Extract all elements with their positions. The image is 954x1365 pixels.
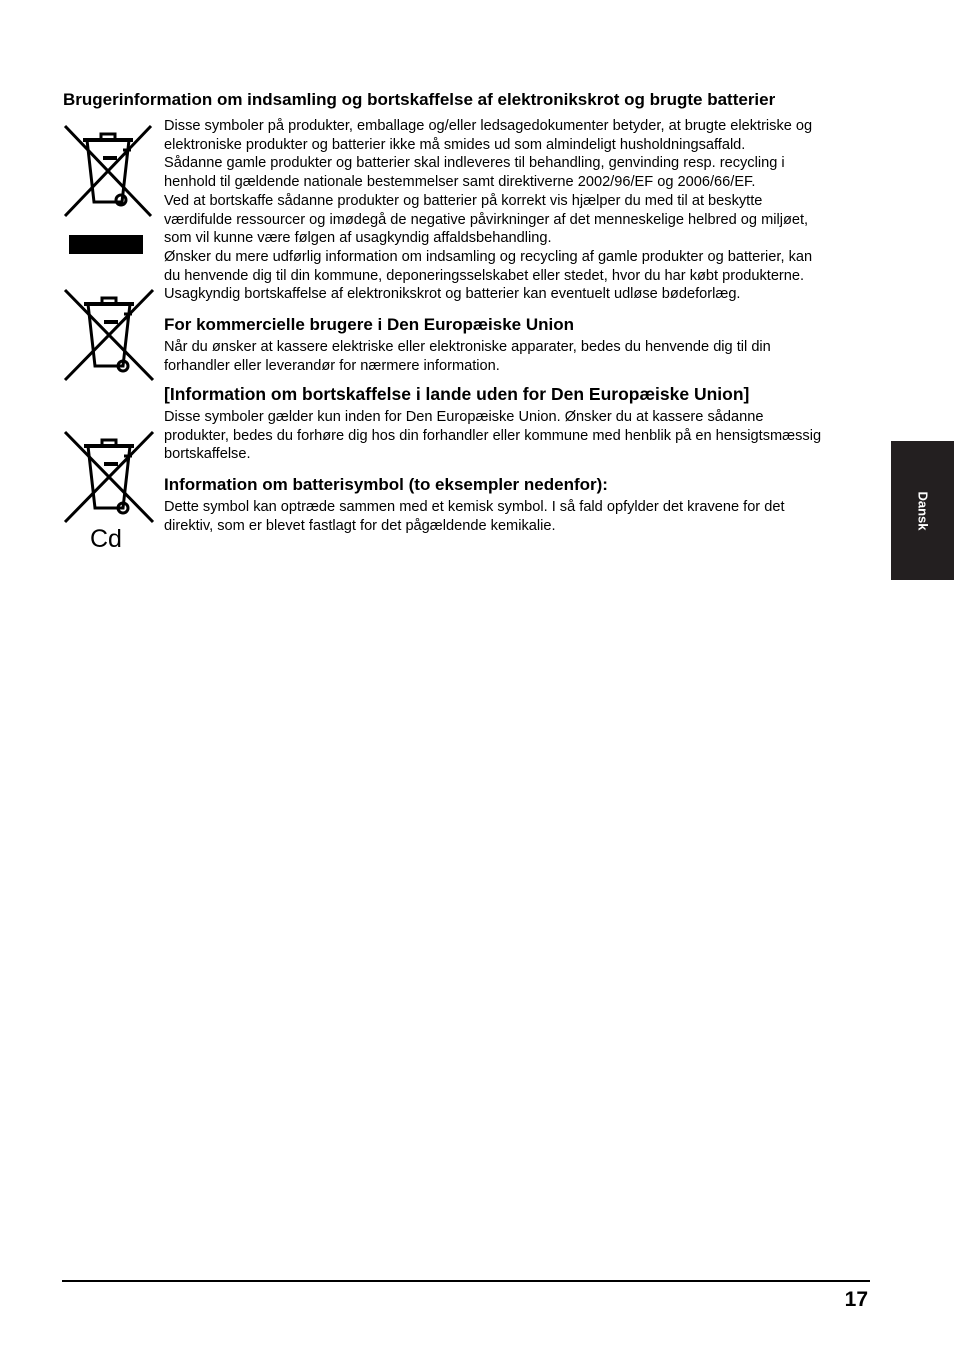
text-line: Disse symboler på produkter, emballage og/eller ledsagedokumenter betyder, at brugte elektriske og [164, 118, 813, 134]
text-line: forhandler eller leverandør for nærmere information. [164, 357, 500, 374]
outside-eu-heading: [Information om bortskaffelse i lande uden for Den Europæiske Union] [164, 384, 750, 404]
page-title: Brugerinformation om indsamling og bortskaffelse af elektronikskrot og brugte batterier [63, 90, 776, 109]
text-line: Ønsker du mere udførlig information om indsamling og recycling af gamle produkter og batterier, kan [164, 248, 813, 265]
text-line: produkter, bedes du forhøre dig hos din forhandler eller kommune med henblik på en hensigtsmæssig [164, 427, 822, 444]
text-line: du henvende dig til din kommune, deponeringsselskabet eller stedet, hvor du har købt produkterne. [164, 267, 805, 284]
commercial-heading: For kommercielle brugere i Den Europæiske Union [164, 315, 574, 334]
outside-eu-paragraph [164, 408, 874, 464]
crossed-bin-icon [63, 288, 155, 383]
language-tab-label: Dansk [915, 490, 930, 531]
intro-paragraph [164, 117, 874, 304]
text-line: Sådanne gamle produkter og batterier skal indleveres til behandling, genvinding resp. recycling i [164, 155, 785, 172]
text-line: Ved at bortskaffe sådanne produkter og batterier på korrekt vis hjælper du med til at beskytte [164, 192, 763, 209]
crossed-bin-icon [63, 124, 153, 219]
text-line: som vil kunne være følgen af usagkyndig affaldsbehandling. [164, 230, 552, 247]
crossed-bin-icon [63, 430, 155, 525]
text-line: Disse symboler gælder kun inden for Den Europæiske Union. Ønsker du at kassere sådanne [164, 409, 764, 425]
battery-paragraph [164, 498, 874, 535]
text-line: bortskaffelse. [164, 446, 251, 463]
text-line: direktiv, som er blevet fastlagt for det pågældende kemikalie. [164, 517, 556, 534]
text-line: elektroniske produkter og batterier ikke må smides ud som almindeligt husholdningsaffald. [164, 136, 746, 153]
solid-bar-symbol [69, 235, 143, 254]
footer-divider [62, 1280, 870, 1282]
cadmium-symbol: Cd [90, 525, 122, 553]
language-tab [891, 441, 954, 580]
text-line: Usagkyndig bortskaffelse af elektronikskrot og batterier kan eventuelt udløse bødeforlæg. [164, 286, 741, 303]
text-line: Dette symbol kan optræde sammen med et kemisk symbol. I så fald opfylder det kravene for det [164, 499, 785, 515]
page-number: 17 [844, 1288, 868, 1311]
commercial-paragraph [164, 338, 874, 375]
text-line: henhold til gældende nationale bestemmelser samt direktiverne 2002/96/EF og 2006/66/EF. [164, 174, 756, 191]
text-line: Når du ønsker at kassere elektriske eller elektroniske apparater, bedes du henvende dig til din [164, 339, 771, 355]
text-line: værdifulde ressourcer og imødegå de negative påvirkninger af det menneskelige helbred og miljøet, [164, 211, 809, 228]
battery-heading: Information om batterisymbol (to eksempler nedenfor): [164, 475, 608, 494]
